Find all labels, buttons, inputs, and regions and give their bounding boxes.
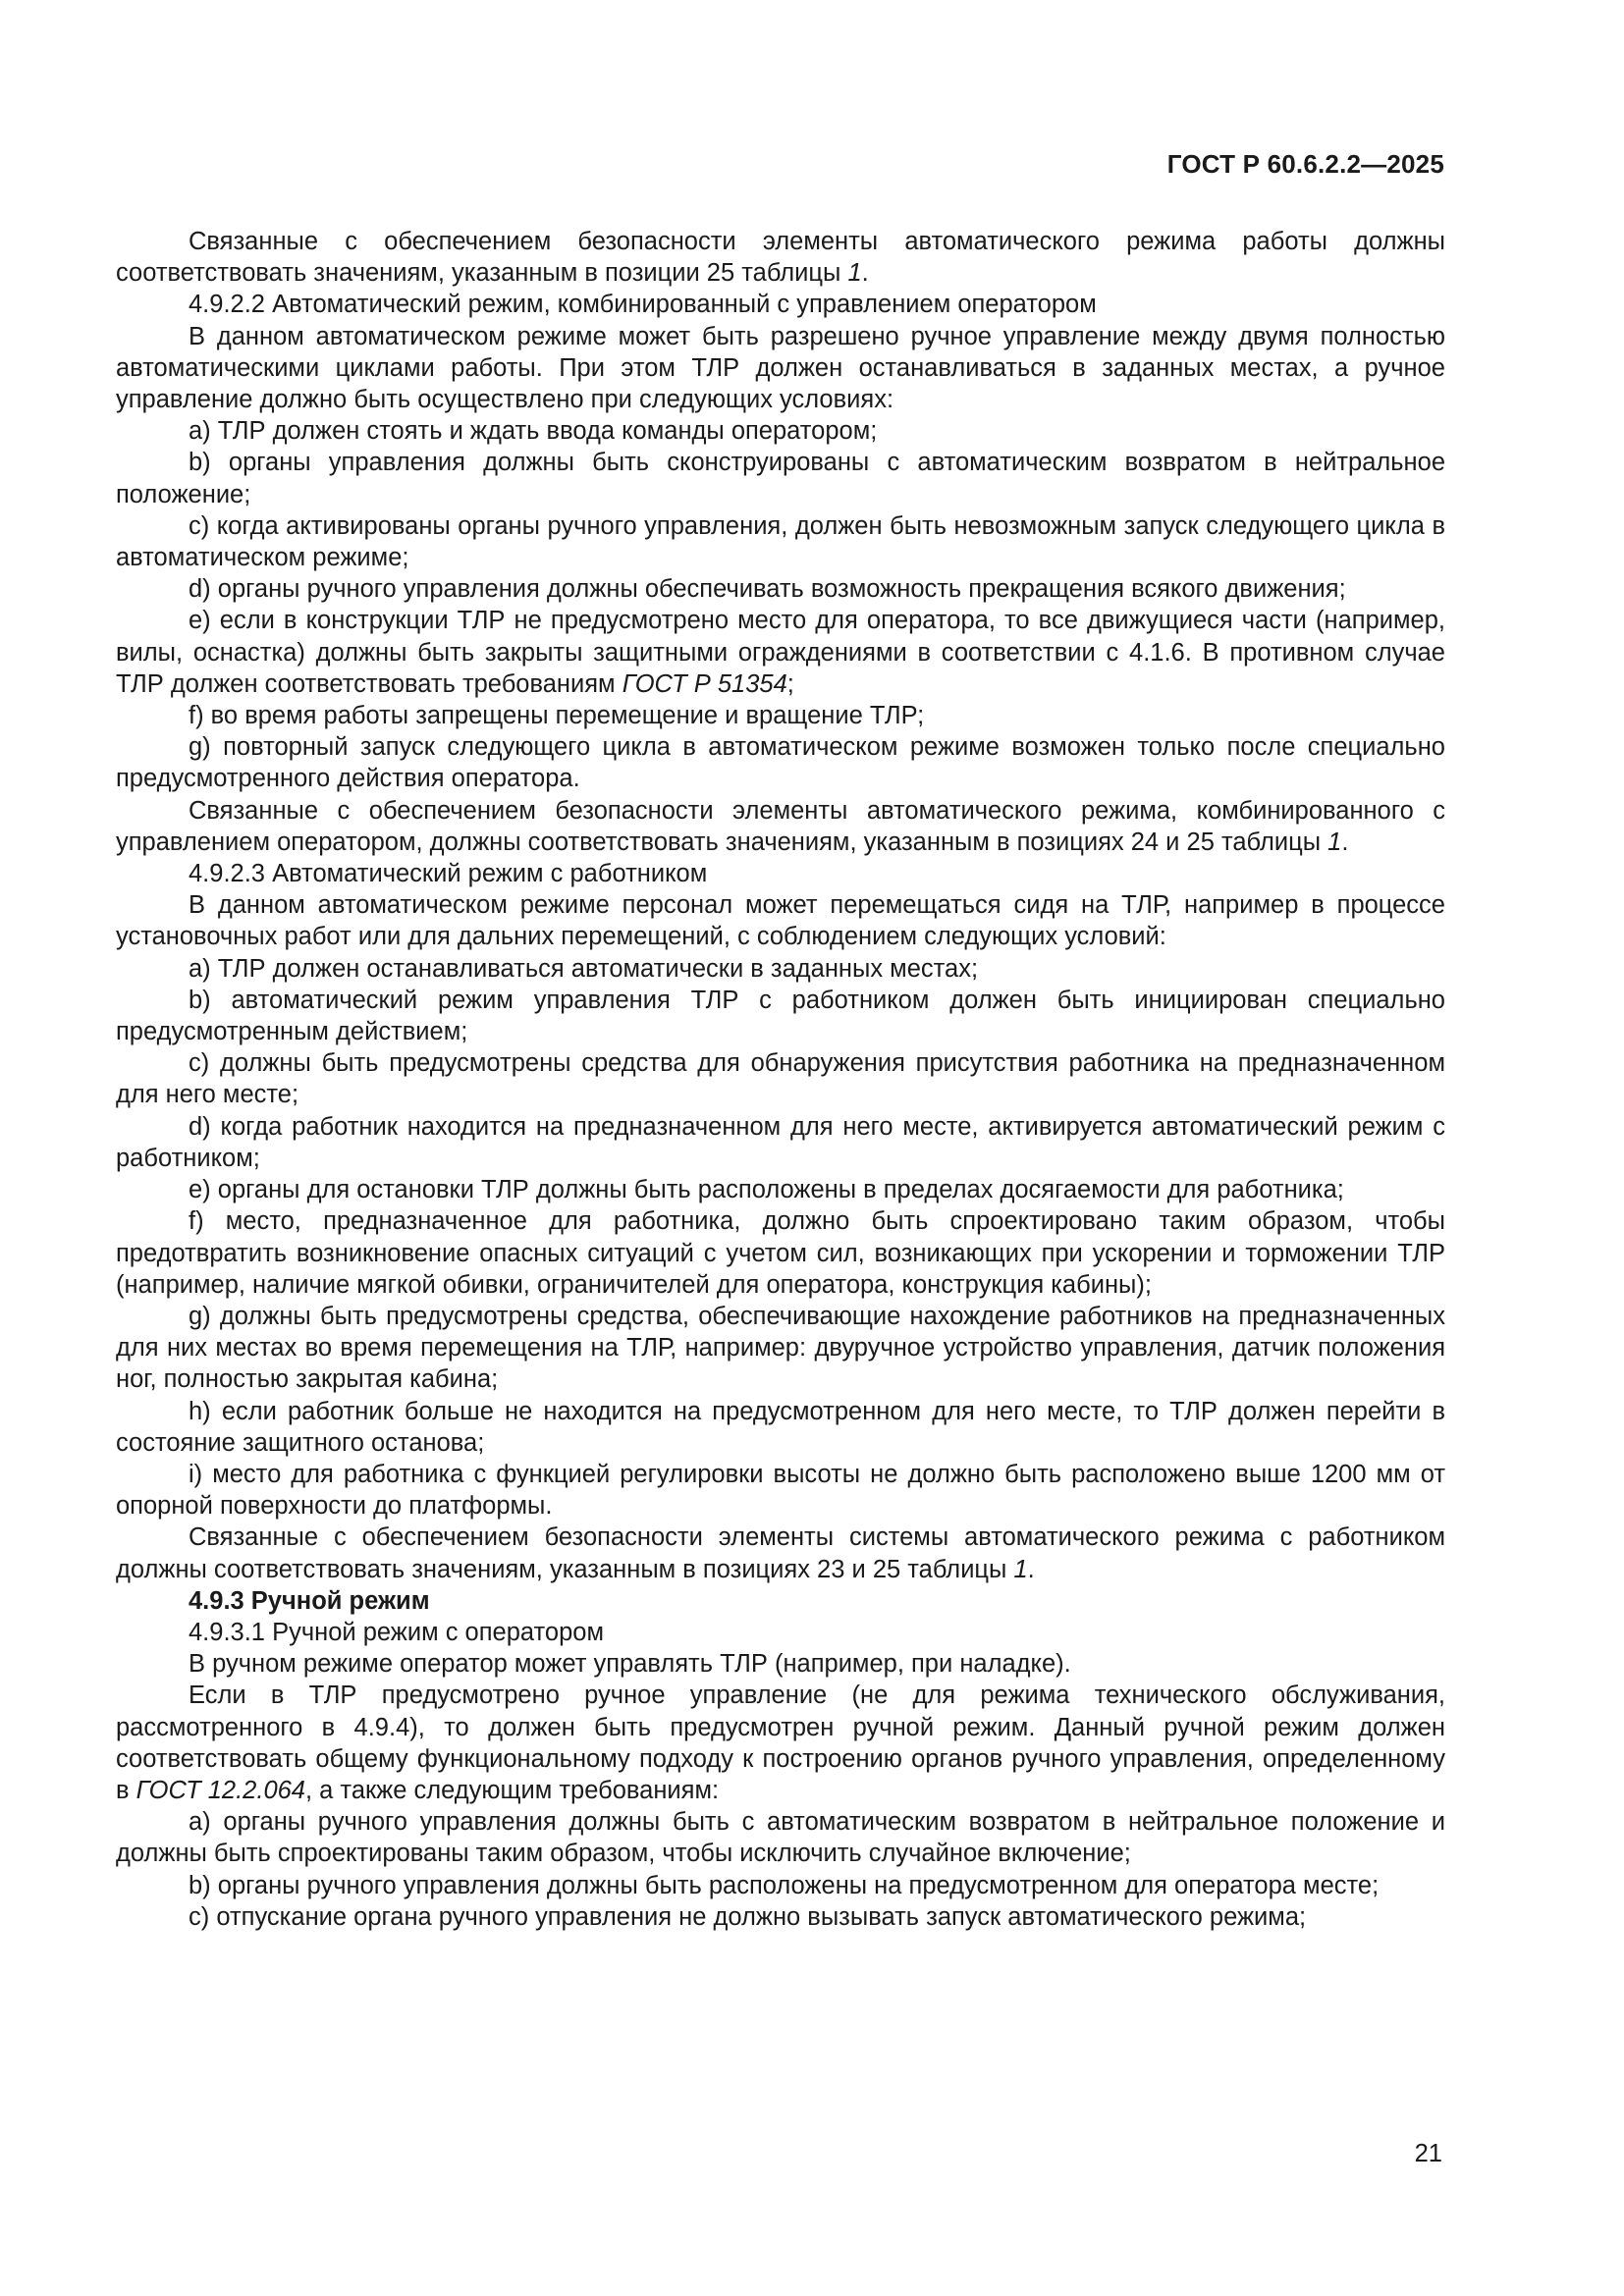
list-label: i) (189, 1460, 203, 1488)
list-item: a) ТЛР должен стоять и ждать ввода команды оператором; (189, 417, 878, 446)
list-label: f) (189, 702, 204, 730)
paragraph: В данном автоматическом режиме может быть разрешено ручное управление между двумя полностью автоматическими циклами работы. При этом ТЛР должен останавливаться в заданных местах, а ручное управление должно быть осуществлено при следующих условиях: (116, 322, 1445, 414)
list-item: g) повторный запуск следующего цикла в автоматическом режиме возможен только после специально предусмотренного действия оператора. (116, 733, 1445, 793)
section-heading: 4.9.2.2 Автоматический режим, комбинированный с управлением оператором (189, 291, 1097, 319)
paragraph: Связанные с обеспечением безопасности элементы автоматического режима, комбинированного с управлением оператором, должны соответствовать значениям, указанным в позициях 24 и 25 таблицы 1. (116, 796, 1445, 856)
page-number: 21 (1414, 2140, 1442, 2167)
table-reference: 1 (1013, 1555, 1028, 1583)
paragraph: В данном автоматическом режиме персонал может перемещаться сидя на ТЛР, например в процессе установочных работ или для дальних перемещений, с соблюдением следующих условий: (116, 891, 1445, 951)
list-label: a) (189, 954, 211, 983)
list-item: d) когда работник находится на предназначенном для него месте, активируется автоматический режим с работником; (116, 1112, 1446, 1172)
list-item: i) место для работника с функцией регулировки высоты не должно быть расположено выше 1200 мм от опорной поверхности до платформы. (116, 1460, 1445, 1521)
paragraph: В ручном режиме оператор может управлять ТЛР (например, при наладке). (189, 1650, 1071, 1679)
section-heading: 4.9.3.1 Ручной режим с оператором (189, 1618, 604, 1646)
list-label: h) (189, 1397, 211, 1425)
list-label: a) (189, 417, 211, 446)
document-body (116, 226, 1445, 1933)
list-label: c) (189, 511, 210, 540)
paragraph: Связанные с обеспечением безопасности элементы системы автоматического режима с работником должны соответствовать значениям, указанным в позициях 23 и 25 таблицы 1. (116, 1523, 1445, 1583)
list-item: d) органы ручного управления должны обеспечивать возможность прекращения всякого движения; (189, 575, 1346, 604)
table-reference: 1 (847, 259, 862, 288)
list-item: f) во время работы запрещены перемещение и вращение ТЛР; (189, 702, 925, 730)
list-label: c) (189, 1049, 210, 1078)
list-item: b) автоматический режим управления ТЛР с работником должен быть инициирован специально предусмотренным действием; (116, 986, 1445, 1046)
list-label: d) (189, 575, 211, 604)
list-item: c) должны быть предусмотрены средства для обнаружения присутствия работника на предназначенном для него месте; (116, 1049, 1445, 1109)
list-label: b) (189, 1871, 211, 1899)
section-heading: 4.9.2.3 Автоматический режим с работником (189, 860, 708, 888)
list-label: b) (189, 449, 211, 477)
list-item: e) органы для остановки ТЛР должны быть расположены в пределах досягаемости для работника; (189, 1176, 1344, 1204)
list-item: b) органы управления должны быть сконструированы с автоматическим возвратом в нейтральное положение; (116, 449, 1445, 508)
list-label: d) (189, 1112, 211, 1141)
list-item: a) органы ручного управления должны быть с автоматическим возвратом в нейтральное положение и должны быть спроектированы таким образом, чтобы исключить случайное включение; (116, 1808, 1445, 1868)
section-heading-bold: 4.9.3 Ручной режим (189, 1586, 430, 1615)
list-label: g) (189, 733, 211, 762)
list-item: h) если работник больше не находится на предусмотренном для него месте, то ТЛР должен перейти в состояние защитного останова; (116, 1397, 1445, 1457)
table-reference: 1 (1327, 828, 1342, 856)
document-standard-code: ГОСТ Р 60.6.2.2—2025 (1166, 149, 1444, 179)
list-label: c) (189, 1902, 210, 1931)
list-label: e) (189, 1176, 211, 1204)
standard-reference: ГОСТ Р 51354 (622, 669, 787, 698)
list-item: b) органы ручного управления должны быть расположены на предусмотренном для оператора месте; (189, 1871, 1380, 1899)
paragraph: Связанные с обеспечением безопасности элементы автоматического режима работы должны соответствовать значениям, указанным в позиции 25 таблицы 1. (116, 228, 1445, 288)
list-label: b) (189, 986, 211, 1014)
list-item: c) отпускание органа ручного управления не должно вызывать запуск автоматического режима; (189, 1902, 1307, 1931)
list-label: g) (189, 1302, 211, 1330)
list-item: g) должны быть предусмотрены средства, обеспечивающие нахождение работников на предназначенных для них местах во время перемещения на ТЛР, например: двуручное устройство управления, датчик положения ног, полностью закрытая кабина; (116, 1302, 1445, 1394)
standard-reference: ГОСТ 12.2.064 (135, 1776, 305, 1804)
list-item: a) ТЛР должен останавливаться автоматически в заданных местах; (189, 954, 979, 983)
list-label: e) (189, 607, 211, 635)
list-label: f) (189, 1207, 204, 1236)
list-item: c) когда активированы органы ручного управления, должен быть невозможным запуск следующего цикла в автоматическом режиме; (116, 511, 1445, 572)
list-item: f) место, предназначенное для работника, должно быть спроектировано таким образом, чтобы предотвратить возникновение опасных ситуаций с учетом сил, возникающих при ускорении и торможении ТЛР (например, наличие мягкой обивки, ограничителей для оператора, конструкция кабины); (116, 1207, 1445, 1299)
list-label: a) (189, 1808, 211, 1837)
list-item: e) если в конструкции ТЛР не предусмотрено место для оператора, то все движущиеся части (например, вилы, оснастка) должны быть закрыты защитными ограждениями в соответствии с 4.1.6. В противном случае ТЛР должен соответствовать требованиям ГОСТ Р 51354; (116, 607, 1445, 698)
paragraph: Если в ТЛР предусмотрено ручное управление (не для режима технического обслуживания, рассмотренного в 4.9.4), то должен быть предусмотрен ручной режим. Данный ручной режим должен соответствовать общему функциональному подходу к построению органов ручного управления, определенному в ГОСТ 12.2.064, а также следующим требованиям: (116, 1682, 1445, 1804)
